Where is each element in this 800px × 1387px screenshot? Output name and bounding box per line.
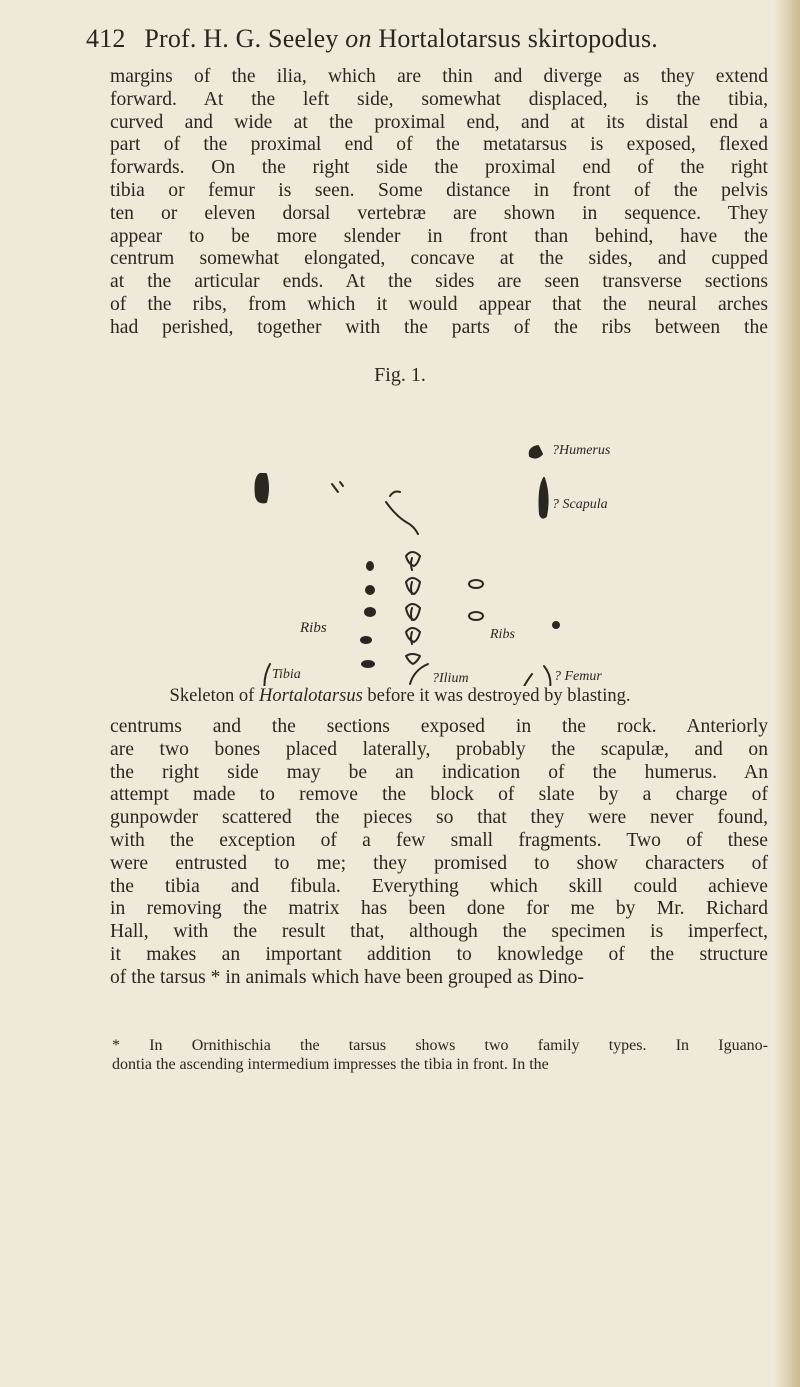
caption-taxon: Hortalotarsus xyxy=(258,686,363,706)
scapula-bone xyxy=(540,478,548,518)
caption-suffix: before it was destroyed by blasting. xyxy=(367,686,631,706)
tibia-bone xyxy=(264,664,270,686)
skeleton-drawing xyxy=(180,384,700,686)
page-number: 412 xyxy=(86,24,126,53)
label-femur: ? Femur xyxy=(554,669,602,684)
text-line: with the exception of a few small fragments. Two of these xyxy=(110,829,768,851)
paragraph-bottom xyxy=(110,716,768,990)
femur-bone xyxy=(518,666,550,686)
text-line: ten or eleven dorsal vertebræ are shown in sequence. They xyxy=(110,202,768,224)
label-ribs-left: Ribs xyxy=(300,620,327,636)
figure-caption xyxy=(0,686,800,707)
label-ilium: ?Ilium xyxy=(432,671,469,686)
text-line: attempt made to remove the block of slate by a charge of xyxy=(110,784,768,806)
label-humerus: ?Humerus xyxy=(552,443,611,458)
text-line: centrums and the sections exposed in the rock. Anteriorly xyxy=(110,716,768,737)
paragraph-top xyxy=(110,66,768,340)
ilium-bone xyxy=(410,664,428,684)
text-line: had perished, together with the parts of the ribs between the xyxy=(110,316,768,338)
header-connector: on xyxy=(345,24,372,53)
vertebral-column xyxy=(406,552,420,664)
footnote-line: dontia the ascending intermedium impresses the tibia in front. In the xyxy=(112,1056,549,1073)
text-line: at the articular ends. At the sides are seen transverse sections xyxy=(110,271,768,293)
fragment-mark xyxy=(332,482,343,492)
footnote xyxy=(112,1036,768,1074)
header-title: Hortalotarsus skirtopodus. xyxy=(378,24,658,53)
left-rib-sections xyxy=(361,562,375,667)
neck-bone xyxy=(386,492,418,535)
text-line: of the tarsus * in animals which have been grouped as Dino- xyxy=(110,966,584,988)
text-line: centrum somewhat elongated, concave at the sides, and cupped xyxy=(110,248,768,270)
text-line: curved and wide at the proximal end, and at its distal end a xyxy=(110,111,768,133)
right-rib-sections xyxy=(469,580,559,628)
footnote-line: * In Ornithischia the tarsus shows two family types. In Iguano- xyxy=(112,1037,768,1054)
header-author: Prof. H. G. Seeley xyxy=(144,24,339,53)
text-line: are two bones placed laterally, probably the scapulæ, and on xyxy=(110,738,768,760)
text-line: tibia or femur is seen. Some distance in front of the pelvis xyxy=(110,179,768,201)
text-line: the right side may be an indication of the humerus. An xyxy=(110,761,768,783)
text-line: Hall, with the result that, although the specimen is imperfect, xyxy=(110,921,768,943)
label-ribs-right: Ribs xyxy=(490,627,515,642)
skeleton-figure xyxy=(180,384,700,686)
text-line: it makes an important addition to knowledge of the structure xyxy=(110,943,768,965)
text-line: gunpowder scattered the pieces so that they were never found, xyxy=(110,807,768,829)
text-line: the tibia and fibula. Everything which skill could achieve xyxy=(110,875,768,897)
text-line: part of the proximal end of the metatarsus is exposed, flexed xyxy=(110,134,768,156)
text-line: of the ribs, from which it would appear that the neural arches xyxy=(110,293,768,315)
text-line: in removing the matrix has been done for me by Mr. Richard xyxy=(110,898,768,920)
label-scapula: ? Scapula xyxy=(552,497,608,512)
figure-label: Fig. 1. xyxy=(374,364,426,386)
left-bone-fragment xyxy=(256,474,269,502)
caption-prefix: Skeleton of xyxy=(169,686,255,706)
text-line: forward. At the left side, somewhat displaced, is the tibia, xyxy=(110,88,768,110)
text-line: were entrusted to me; they promised to show characters of xyxy=(110,852,768,874)
text-line: forwards. On the right side the proximal end of the right xyxy=(110,157,768,179)
running-header xyxy=(86,24,746,54)
humerus-bone xyxy=(530,446,542,458)
text-line: margins of the ilia, which are thin and diverge as they extend xyxy=(110,66,768,87)
text-line: appear to be more slender in front than behind, have the xyxy=(110,225,768,247)
label-tibia: Tibia xyxy=(272,667,301,682)
